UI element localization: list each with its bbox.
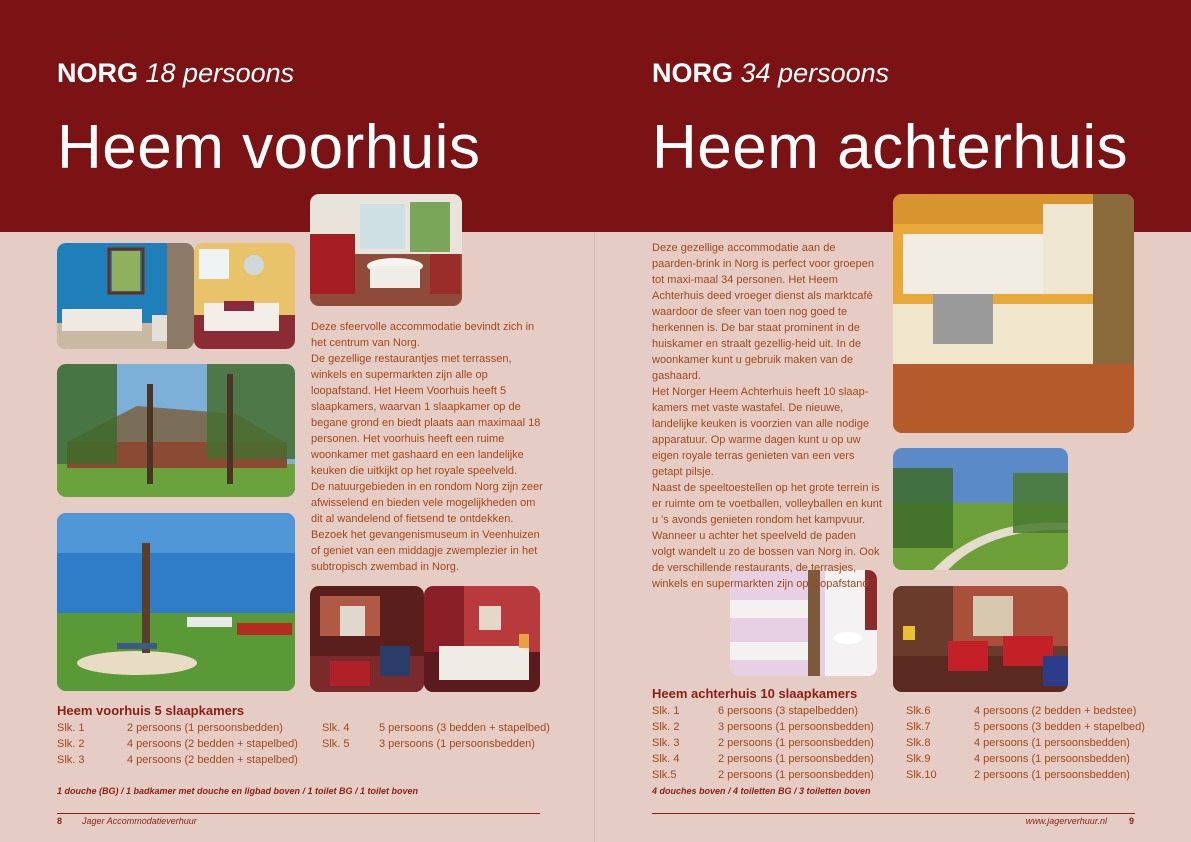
photo-yellow-bedroom	[194, 243, 295, 349]
right-paragraph: Naast de speeltoestellen op het grote terrein is er ruimte om te voetballen, volleyballen en kunt u 's avonds genieten rondom het kampvuur. Wanneer u achter het speelveld de paden volgt wandelt u zo de bossen van Norg in. Ook de verschillende restaurants, de terrasjes, winkels en supermarkten zijn op loopafstand.	[652, 482, 882, 590]
left-title: Heem voorhuis	[57, 113, 481, 182]
left-rooms-heading: Heem voorhuis 5 slaapkamers	[57, 703, 245, 718]
right-location: NORG	[652, 58, 733, 88]
room-desc: 4 persoons (1 persoonsbedden)	[974, 753, 1130, 765]
room-id: Slk.7	[906, 721, 931, 733]
room-row	[652, 735, 874, 751]
room-row	[906, 703, 1136, 719]
room-row	[906, 735, 1130, 751]
room-desc: 3 persoons (1 persoonsbedden)	[379, 738, 535, 750]
room-id: Slk. 2	[57, 738, 85, 750]
room-id: Slk.6	[906, 705, 931, 717]
photo-farmhouse-exterior	[57, 364, 295, 497]
room-id: Slk.5	[652, 769, 677, 781]
room-id: Slk. 1	[652, 705, 680, 717]
room-desc: 4 persoons (2 bedden + stapelbed)	[127, 754, 298, 766]
room-row	[906, 719, 1145, 735]
photo-kitchen	[893, 194, 1134, 433]
photo-red-bedroom	[424, 586, 540, 692]
left-footer	[57, 816, 197, 826]
room-row	[906, 767, 1130, 783]
photo-living-room	[310, 586, 424, 692]
right-footer	[1026, 816, 1134, 826]
left-capacity: 18 persoons	[145, 58, 295, 88]
right-facilities: 4 douches boven / 4 toiletten BG / 3 toiletten boven	[652, 786, 871, 796]
right-title: Heem achterhuis	[652, 113, 1129, 182]
right-footer-rule	[652, 813, 1135, 814]
room-desc: 3 persoons (1 persoonsbedden)	[718, 721, 874, 733]
room-id: Slk.9	[906, 753, 931, 765]
room-desc: 2 persoons (1 persoonsbedden)	[974, 769, 1130, 781]
room-id: Slk.10	[906, 769, 937, 781]
room-desc: 4 persoons (1 persoonsbedden)	[974, 737, 1130, 749]
room-id: Slk. 2	[652, 721, 680, 733]
room-row	[322, 736, 535, 752]
right-paragraph: Deze gezellige accommodatie aan de paarden-brink in Norg is perfect voor groepen tot maxi-maal 34 personen. Het Heem Achterhuis deed vroeger dienst als marktcafé waardoor de sfeer van toen nog goed te herkennen is. De bar staat prominent in de huiskamer en straalt gezellig-heid uit. In de woonkamer kunt u gebruik maken van de gashaard.	[652, 242, 874, 382]
room-row	[57, 736, 298, 752]
room-desc: 2 persoons (1 persoonsbedden)	[718, 769, 874, 781]
page-gutter	[594, 232, 595, 842]
right-footer-text: www.jagerverhuur.nl	[1025, 816, 1107, 826]
left-page-number: 8	[57, 816, 63, 826]
room-id: Slk. 5	[322, 738, 350, 750]
room-row	[906, 751, 1130, 767]
room-row	[322, 720, 550, 736]
right-rooms-heading: Heem achterhuis 10 slaapkamers	[652, 686, 858, 701]
left-footer-text: Jager Accommodatieverhuur	[82, 816, 197, 826]
room-id: Slk. 3	[57, 754, 85, 766]
room-row	[57, 752, 298, 768]
left-paragraph: De natuurgebieden in en rondom Norg zijn zeer afwisselend en bieden vele mogelijkheden om dit al wandelend of fietsend te ontdekken. Bezoek het gevangenismuseum in Veenhuizen of geniet van een middagje zwemplezier in het subtropisch zwembad in Norg.	[311, 481, 543, 573]
room-desc: 6 persoons (3 stapelbedden)	[718, 705, 859, 717]
photo-lounge-red-sofas	[893, 586, 1068, 692]
room-desc: 2 persoons (1 persoonsbedden)	[127, 722, 283, 734]
room-id: Slk.8	[906, 737, 931, 749]
room-desc: 4 persoons (2 bedden + stapelbed)	[127, 738, 298, 750]
photo-playground	[57, 513, 295, 691]
room-row	[652, 703, 858, 719]
photo-garden-path	[893, 448, 1068, 570]
left-description	[311, 319, 543, 575]
room-row	[652, 751, 874, 767]
photo-blue-bedroom	[57, 243, 194, 349]
left-footer-rule	[57, 813, 540, 814]
room-desc: 2 persoons (1 persoonsbedden)	[718, 753, 874, 765]
right-paragraph: Het Norger Heem Achterhuis heeft 10 slaap-kamers met vaste wastafel. De nieuwe, landelijke keuken is voorzien van alle nodige apparatuur. Op warme dagen kunt u op uw eigen royale terras genieten van een vers getapt pilsje.	[652, 386, 870, 478]
left-paragraph: Deze sfeervolle accommodatie bevindt zich in het centrum van Norg.	[311, 321, 535, 349]
right-description	[652, 240, 882, 592]
room-desc: 2 persoons (1 persoonsbedden)	[718, 737, 874, 749]
room-id: Slk. 4	[322, 722, 350, 734]
right-page-number: 9	[1128, 816, 1134, 826]
room-row	[652, 767, 874, 783]
room-row	[57, 720, 283, 736]
right-capacity: 34 persoons	[740, 58, 890, 88]
left-paragraph: De gezellige restaurantjes met terrassen, winkels en supermarkten zijn alle op loopafstand. Het Heem Voorhuis heeft 5 slaapkamers, waarvan 1 slaapkamer op de begane grond en biedt plaats aan maximaal 18 personen. Het voorhuis heeft een ruime woonkamer met gashaard en een landelijke keuken die uitkijkt op het royale speelveld.	[311, 353, 541, 477]
left-facilities: 1 douche (BG) / 1 badkamer met douche en ligbad boven / 1 toilet BG / 1 toilet boven	[57, 786, 419, 796]
right-subtitle	[652, 58, 889, 89]
left-subtitle	[57, 58, 294, 89]
room-id: Slk. 4	[652, 753, 680, 765]
room-desc: 4 persoons (2 bedden + bedstee)	[974, 705, 1137, 717]
left-location: NORG	[57, 58, 138, 88]
room-desc: 5 persoons (3 bedden + stapelbed)	[379, 722, 550, 734]
room-id: Slk. 3	[652, 737, 680, 749]
room-row	[652, 719, 874, 735]
room-id: Slk. 1	[57, 722, 85, 734]
photo-kitchen-dining	[310, 194, 462, 306]
room-desc: 5 persoons (3 bedden + stapelbed)	[974, 721, 1145, 733]
